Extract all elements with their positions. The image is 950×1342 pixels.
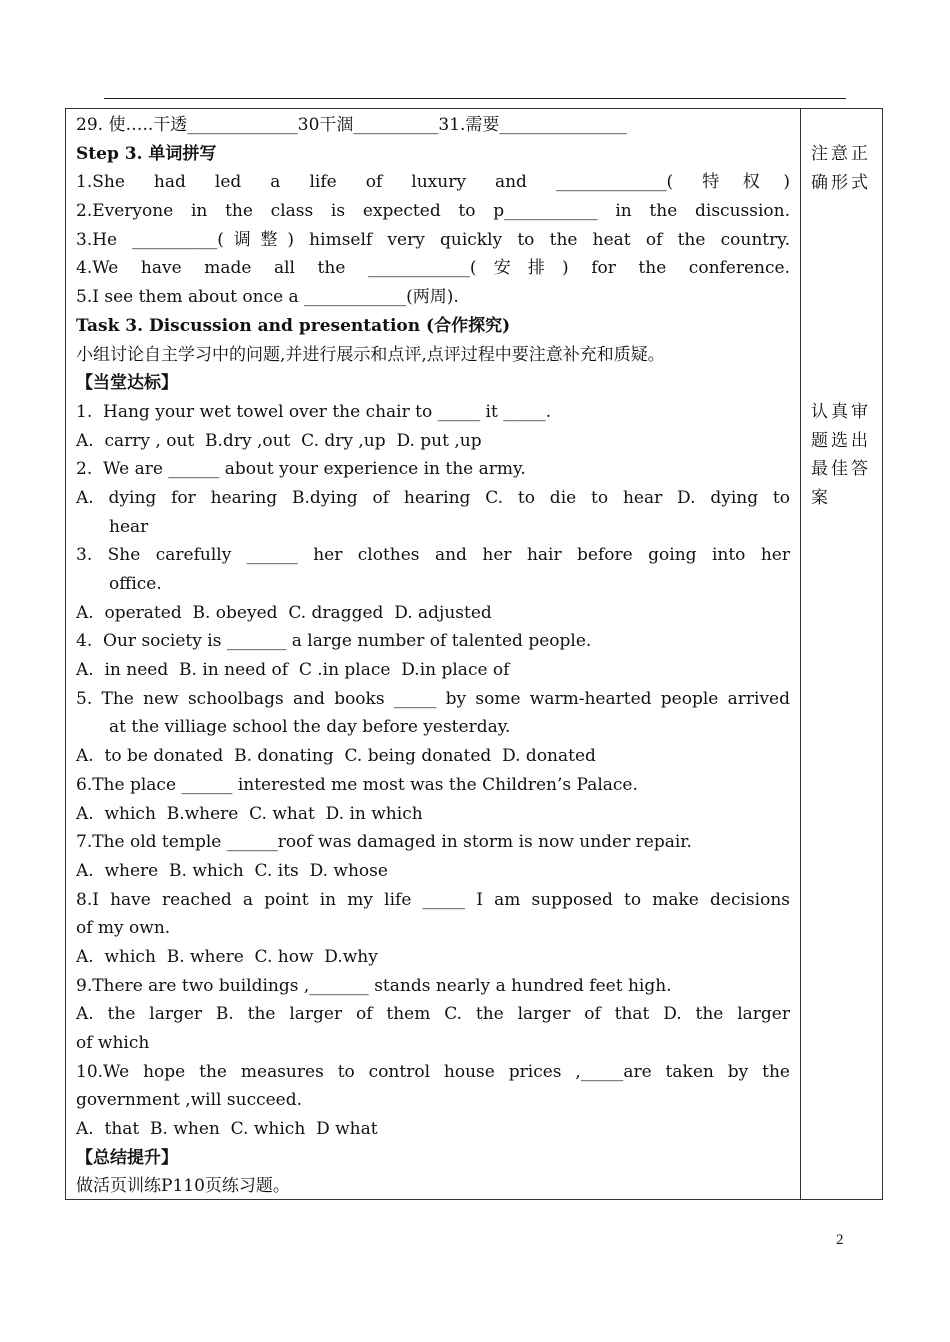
header-rule <box>104 98 846 99</box>
spelling-item-1: 1.She had led a life of luxury and _____________( 特权) <box>76 172 790 193</box>
step3-heading: Step 3. 单词拼写 <box>76 143 217 164</box>
summary-text: 做活页训练P110页练习题。 <box>76 1176 290 1197</box>
side-note-correct-form <box>811 140 875 197</box>
side-note-line: 案 <box>811 488 831 509</box>
task3-instruction: 小组讨论自主学习中的问题,并进行展示和点评,点评过程中要注意补充和质疑。 <box>76 344 665 365</box>
question-4: 4. Our society is _______ a large number of talented people. <box>76 631 592 652</box>
column-divider <box>800 108 801 1200</box>
question-1-options: A. carry , out B.dry ,out C. dry ,up D. put ,up <box>76 430 482 451</box>
question-5: 5. The new schoolbags and books _____ by some warm-hearted people arrived <box>76 688 790 709</box>
side-note-line: 认真审 <box>811 402 871 422</box>
question-3-options: A. operated B. obeyed C. dragged D. adjusted <box>76 602 492 623</box>
question-5-options: A. to be donated B. donating C. being donated D. donated <box>76 746 596 767</box>
question-1: 1. Hang your wet towel over the chair to _____ it _____. <box>76 401 552 422</box>
question-6: 6.The place ______ interested me most was the Children’s Palace. <box>76 774 638 795</box>
question-8-cont: of my own. <box>76 918 171 939</box>
question-9: 9.There are two buildings ,_______ stands nearly a hundred feet high. <box>76 975 672 996</box>
spelling-item-3: 3.He __________(调整) himself very quickly to the heat of the country. <box>76 229 790 250</box>
side-note-line: 最佳答 <box>811 459 871 480</box>
question-10-options: A. that B. when C. which D what <box>76 1119 378 1140</box>
question-9-options-cont: of which <box>76 1033 150 1053</box>
question-3: 3. She carefully ______ her clothes and her hair before going into her <box>76 545 790 566</box>
spelling-item-5: 5.I see them about once a ____________(两周). <box>76 287 459 308</box>
question-9-options: A. the larger B. the larger of them C. the larger of that D. the larger <box>76 1004 790 1025</box>
question-8: 8.I have reached a point in my life _____ I am supposed to make decisions <box>76 889 790 910</box>
main-column <box>76 111 790 1201</box>
question-2-options: A. dying for hearing B.dying of hearing C. to die to hear D. dying to <box>76 487 790 508</box>
question-10: 10.We hope the measures to control house prices ,_____are taken by the <box>76 1061 790 1082</box>
question-3-cont: office. <box>109 574 162 594</box>
page-number: 2 <box>836 1232 844 1248</box>
question-2-options-cont: hear <box>109 516 149 537</box>
section-heading-practice: 【当堂达标】 <box>76 373 178 394</box>
question-5-cont: at the villiage school the day before yesterday. <box>109 717 511 738</box>
question-7: 7.The old temple ______roof was damaged in storm is now under repair. <box>76 832 692 853</box>
question-7-options: A. where B. which C. its D. whose <box>76 860 388 881</box>
question-4-options: A. in need B. in need of C .in place D.in place of <box>76 660 510 681</box>
side-note-read-carefully <box>811 398 875 513</box>
spelling-item-4: 4.We have made all the ____________(安排) for the conference. <box>76 258 790 279</box>
section-heading-summary: 【总结提升】 <box>76 1147 178 1168</box>
question-8-options: A. which B. where C. how D.why <box>76 946 378 967</box>
vocab-line-29-31: 29. 使…..干透_____________30干涸__________31.需要_______________ <box>76 115 627 135</box>
side-note-line: 注意正 <box>811 144 871 164</box>
side-note-line: 题选出 <box>811 430 871 451</box>
question-6-options: A. which B.where C. what D. in which <box>76 803 423 824</box>
spelling-item-2: 2.Everyone in the class is expected to p___________ in the discussion. <box>76 201 790 222</box>
task3-heading: Task 3. Discussion and presentation (合作探究) <box>76 315 511 336</box>
side-note-line: 确形式 <box>811 172 871 193</box>
question-10-cont: government ,will succeed. <box>76 1090 303 1111</box>
question-2: 2. We are ______ about your experience in the army. <box>76 459 526 480</box>
